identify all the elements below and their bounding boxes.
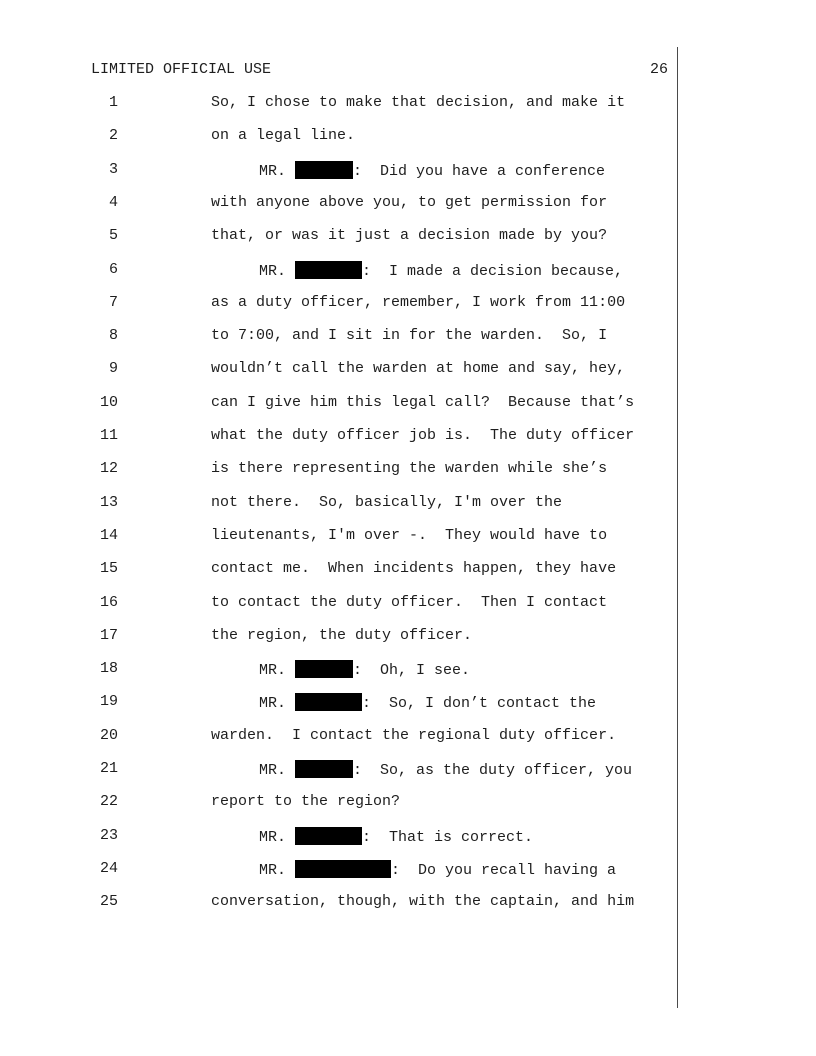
- transcript-line: [0, 827, 816, 860]
- speaker-label: MR.: [259, 861, 296, 879]
- speaker-label: MR.: [259, 828, 296, 846]
- speech-text: : That is correct.: [362, 828, 534, 846]
- speech-text: : Do you recall having a: [391, 861, 617, 879]
- speech-text: is there representing the warden while she’s: [211, 460, 608, 478]
- line-number: 22: [99, 793, 118, 811]
- transcript-line: [0, 727, 816, 760]
- line-text: [259, 760, 632, 779]
- line-number: 14: [99, 526, 118, 544]
- redaction-block: [295, 860, 391, 878]
- transcript-line: [0, 194, 816, 227]
- speech-text: to contact the duty officer. Then I contact: [211, 593, 608, 611]
- speech-text: : So, as the duty officer, you: [353, 762, 633, 779]
- line-text: [211, 227, 607, 244]
- line-text: [211, 527, 607, 544]
- speech-text: : I made a decision because,: [362, 262, 624, 280]
- speech-text: as a duty officer, remember, I work from 11:00: [211, 293, 626, 311]
- line-number: 15: [99, 560, 118, 578]
- transcript-line: [0, 860, 816, 893]
- line-text: [211, 893, 634, 910]
- line-number: 4: [108, 193, 118, 211]
- line-number: 2: [108, 127, 118, 145]
- redaction-block: [295, 693, 362, 711]
- speech-text: : So, I don’t contact the: [362, 695, 597, 713]
- speaker-label: MR.: [259, 262, 296, 280]
- line-number: 13: [99, 493, 118, 511]
- line-number: 16: [99, 593, 118, 611]
- line-number: 21: [99, 760, 118, 777]
- line-number: 20: [99, 726, 118, 744]
- line-text: [211, 127, 355, 144]
- line-text: [211, 360, 625, 377]
- speech-text: lieutenants, I'm over -. They would have to: [211, 526, 608, 544]
- transcript-line: [0, 627, 816, 660]
- transcript-line: [0, 527, 816, 560]
- redaction-block: [295, 660, 353, 678]
- line-text: [211, 94, 625, 111]
- line-number: 8: [108, 327, 118, 345]
- speech-text: So, I chose to make that decision, and make it: [211, 94, 626, 111]
- speech-text: : Oh, I see.: [353, 662, 471, 680]
- speech-text: wouldn’t call the warden at home and say, hey,: [211, 360, 626, 378]
- line-number: 3: [108, 160, 118, 178]
- header-classification: LIMITED OFFICIAL USE: [91, 61, 272, 78]
- line-number: 7: [108, 293, 118, 311]
- transcript-line: [0, 693, 816, 726]
- speech-text: to 7:00, and I sit in for the warden. So, I: [211, 327, 608, 345]
- transcript-line: [0, 94, 816, 127]
- line-text: [211, 294, 625, 311]
- transcript-line: [0, 161, 816, 194]
- line-text: [211, 594, 607, 611]
- line-text: [211, 327, 607, 344]
- speech-text: can I give him this legal call? Because that’s: [211, 393, 635, 411]
- speech-text: warden. I contact the regional duty officer.: [211, 726, 617, 744]
- speech-text: what the duty officer job is. The duty officer: [211, 427, 635, 444]
- redaction-block: [295, 161, 353, 179]
- speech-text: on a legal line.: [211, 127, 356, 145]
- line-number: 25: [99, 893, 118, 911]
- transcript-line: [0, 327, 816, 360]
- line-text: [211, 494, 562, 511]
- page-number: 26: [649, 61, 668, 78]
- line-text: [211, 394, 634, 411]
- line-text: [259, 860, 616, 879]
- speaker-label: MR.: [259, 695, 296, 713]
- line-text: [211, 194, 607, 211]
- line-text: [259, 660, 470, 679]
- transcript-line: [0, 793, 816, 826]
- speech-text: contact me. When incidents happen, they have: [211, 560, 617, 578]
- speech-text: : Did you have a conference: [353, 162, 606, 180]
- line-number: 24: [99, 859, 118, 877]
- transcript-line: [0, 127, 816, 160]
- redaction-block: [295, 760, 353, 778]
- speech-text: that, or was it just a decision made by you?: [211, 227, 608, 245]
- line-number: 9: [108, 360, 118, 378]
- transcript-line: [0, 360, 816, 393]
- redaction-block: [295, 261, 362, 279]
- transcript-line: [0, 227, 816, 260]
- line-number: 6: [108, 260, 118, 278]
- transcript-line: [0, 494, 816, 527]
- transcript-line: [0, 660, 816, 693]
- transcript-line: [0, 427, 816, 460]
- redaction-block: [295, 827, 362, 845]
- transcript-line: [0, 261, 816, 294]
- line-number: 11: [99, 427, 118, 444]
- line-text: [259, 827, 533, 846]
- line-text: [211, 727, 616, 744]
- transcript-line: [0, 594, 816, 627]
- speech-text: not there. So, basically, I'm over the: [211, 493, 563, 511]
- line-number: 12: [99, 460, 118, 478]
- line-number: 18: [99, 660, 118, 678]
- line-number: 5: [108, 227, 118, 245]
- line-text: [211, 560, 616, 577]
- speaker-label: MR.: [259, 662, 296, 680]
- line-text: [259, 161, 605, 180]
- transcript-line: [0, 560, 816, 593]
- line-text: [211, 460, 607, 477]
- speech-text: conversation, though, with the captain, and him: [211, 893, 635, 911]
- line-number: 23: [99, 826, 118, 844]
- line-number: 10: [99, 393, 118, 411]
- speaker-label: MR.: [259, 762, 296, 779]
- speech-text: report to the region?: [211, 793, 401, 811]
- line-text: [211, 793, 400, 810]
- line-text: [211, 427, 634, 444]
- speaker-label: MR.: [259, 162, 296, 180]
- line-text: [211, 627, 472, 644]
- transcript-line: [0, 460, 816, 493]
- line-text: [259, 261, 623, 280]
- transcript-line: [0, 760, 816, 793]
- speech-text: with anyone above you, to get permission for: [211, 193, 608, 211]
- speech-text: the region, the duty officer.: [211, 626, 473, 644]
- transcript-line: [0, 893, 816, 926]
- line-number: 17: [99, 626, 118, 644]
- line-number: 19: [99, 693, 118, 711]
- transcript-line: [0, 294, 816, 327]
- transcript-line: [0, 394, 816, 427]
- line-text: [259, 693, 596, 712]
- line-number: 1: [108, 94, 118, 111]
